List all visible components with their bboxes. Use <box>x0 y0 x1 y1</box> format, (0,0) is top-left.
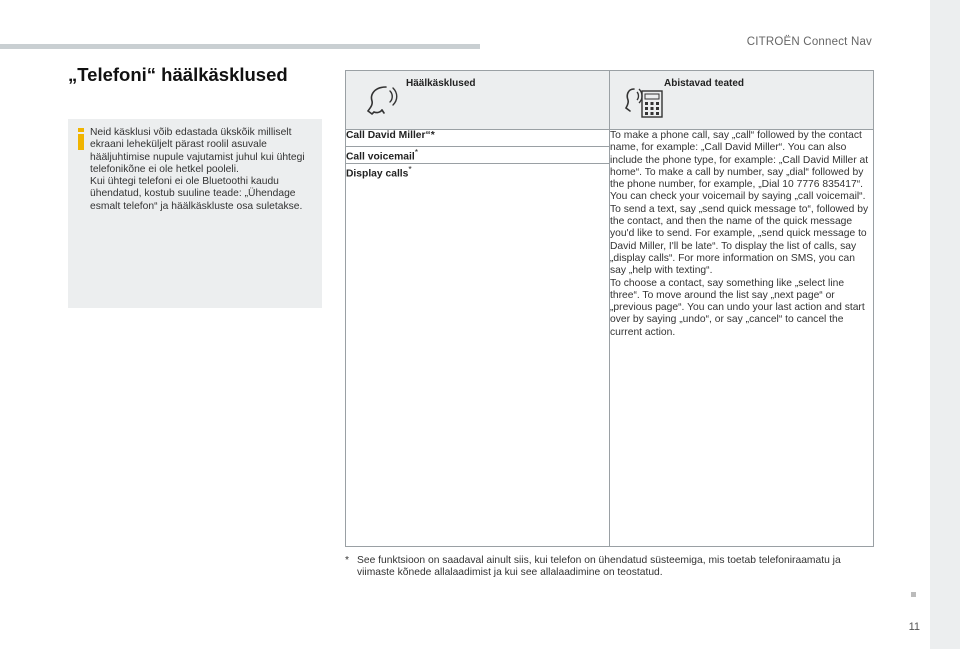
table-header-row <box>346 71 874 130</box>
header-help-messages <box>610 71 874 130</box>
section-title: „Telefoni“ häälkäsklused <box>68 64 288 85</box>
help-text: To make a phone call, say „call“ followed by the contact name, for example: „Call David Miller“. You can also include the phone type, for example: „Call David Miller at home“. To make a call by number, say „dial“ followed by the phone number, for example, „Dial 10 7776 835417“. You can check your voicemail by saying „call voicemail“. To send a text, say „send quick message to“, followed by the contact, and then the name of the quick message you'd like to send. For example, „send quick message to David Miller, I'll be late“. To display the list of calls, say „display calls“. For more information on SMS, you can say „help with texting“. To choose a contact, say something like „select line three“. To move around the list say „next page“ or „previous page“. You can undo your last action and start over by saying „undo“, or say „cancel“ to cancel the current action. <box>610 130 869 338</box>
voice-keypad-icon <box>624 81 664 119</box>
command-call-voicemail: Call voicemail* <box>346 147 610 164</box>
page-side-strip <box>930 0 960 649</box>
header-help-messages-label: Abistavad teated <box>664 78 745 89</box>
command-display-calls: Display calls* <box>346 164 610 547</box>
header-voice-commands <box>346 71 610 130</box>
brand-label: CITROËN Connect Nav <box>746 36 872 48</box>
info-box <box>68 119 322 308</box>
page-number: 11 <box>908 621 920 633</box>
command-call-contact: Call David Miller“* <box>346 130 610 147</box>
voice-command-table <box>345 70 874 547</box>
info-icon <box>76 128 86 150</box>
table-row <box>346 130 874 147</box>
header-voice-commands-label: Häälkäsklused <box>406 78 476 89</box>
footnote-text: See funktsioon on saadaval ainult siis, kui telefon on ühendatud süsteemiga, mis toetab telefoniraamatu ja viimaste kõnede allalaadimist ja kui see allalaadimine on teostatud. <box>357 555 841 579</box>
info-text <box>90 127 312 213</box>
continue-mark <box>911 592 916 597</box>
voice-speak-icon <box>360 81 400 119</box>
help-text-cell <box>610 130 874 547</box>
info-paragraph: Neid käsklusi võib edastada ükskõik milliselt ekraani leheküljelt pärast roolil asuvale hääljuhtimise nupule vajutamist juhul kui ühtegi telefonikõne ei ole hetkel pooleli. Kui ühtegi telefoni ei ole Bluetoothi kaudu ühendatud, kostub suuline teade: „Ühendage esmalt telefon“ ja häälkäskluste osa suletakse. <box>90 127 305 212</box>
footnote-mark: * <box>345 555 350 566</box>
header-rule <box>0 44 480 49</box>
footnote <box>345 555 865 580</box>
